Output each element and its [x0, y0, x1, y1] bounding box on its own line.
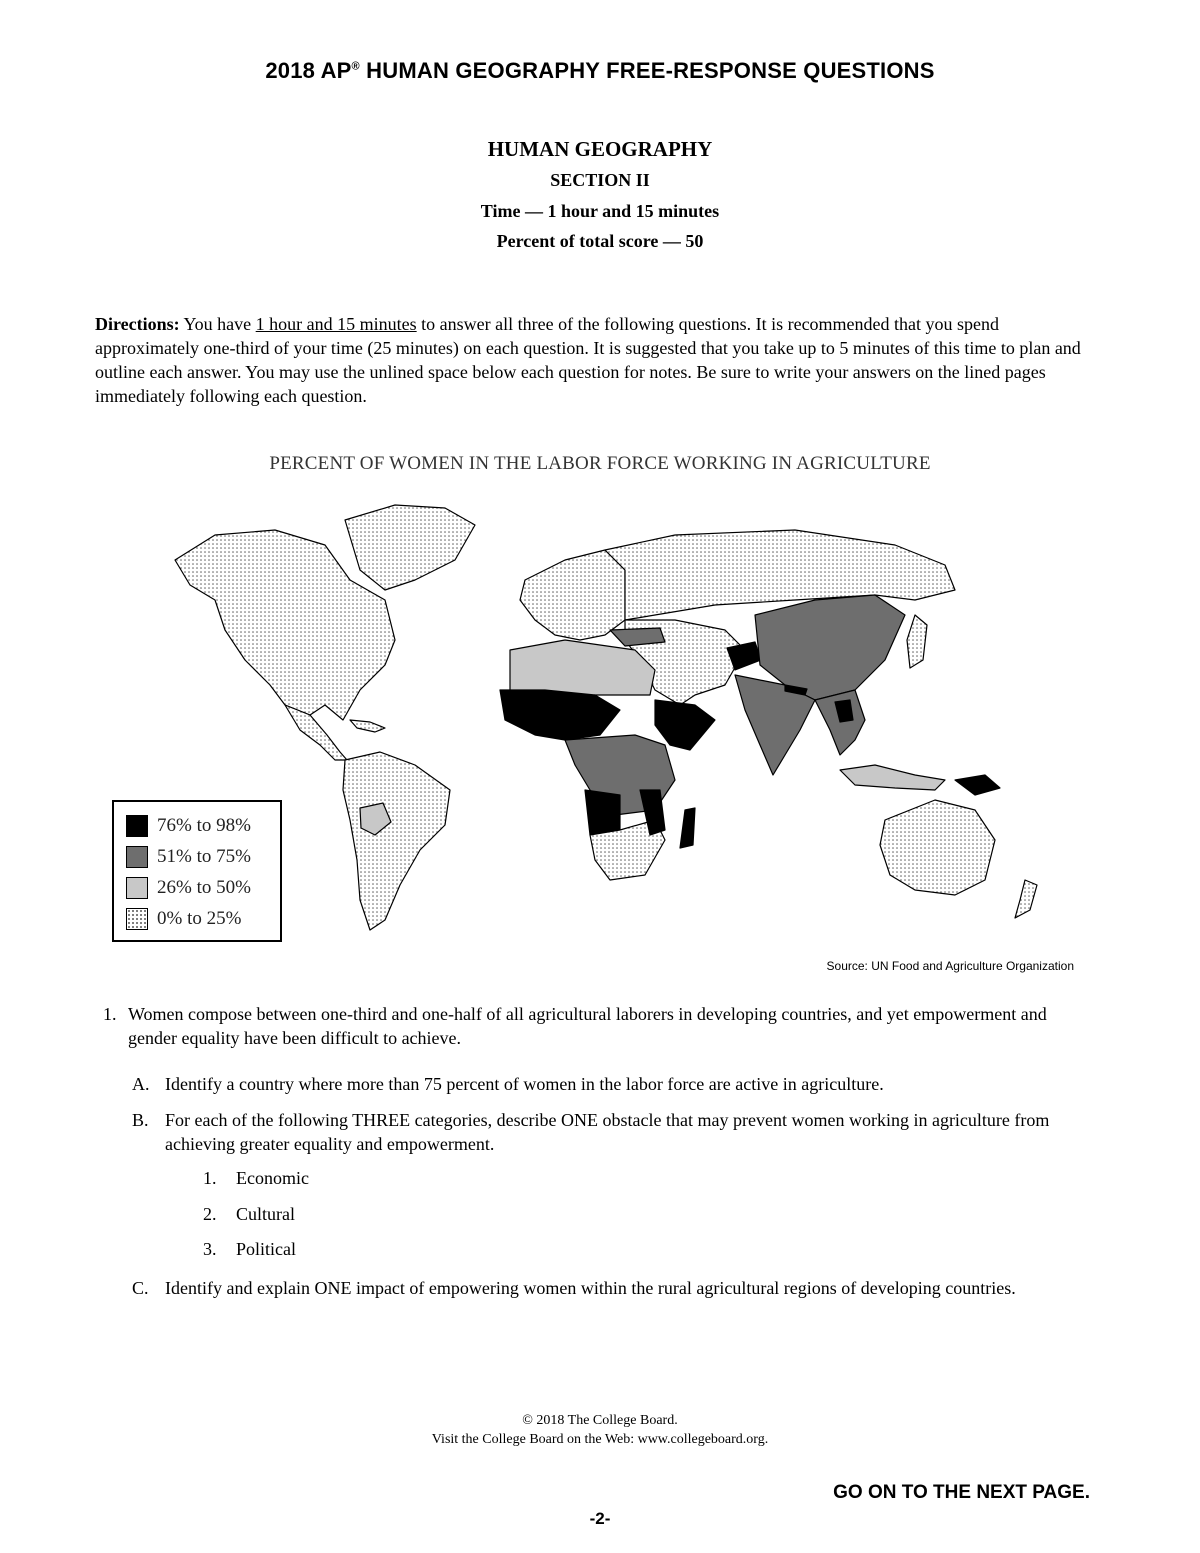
next-page-note: GO ON TO THE NEXT PAGE. — [833, 1482, 1090, 1503]
legend-label: 26% to 50% — [157, 877, 251, 898]
legend-label: 0% to 25% — [157, 908, 242, 929]
map-region-papua-new-guinea — [955, 775, 1000, 795]
part-label: A. — [132, 1074, 150, 1094]
map-source: Source: UN Food and Agriculture Organization — [826, 959, 1074, 973]
legend-swatch-51-75 — [126, 846, 148, 868]
legend-swatch-76-98 — [126, 815, 148, 837]
map-region-europe — [520, 550, 625, 640]
list-item: 1. Economic — [203, 1168, 309, 1188]
legend-swatch-0-25 — [126, 908, 148, 930]
part-text: Identify and explain ONE impact of empowering women within the rural agricultural regions of developing countries. — [165, 1278, 1016, 1298]
question-1 — [103, 1002, 1093, 1050]
footer-copyright: © 2018 The College Board. — [522, 1413, 678, 1428]
map-region-horn-of-africa — [655, 700, 715, 750]
list-item: 2. Cultural — [203, 1204, 295, 1224]
map-region-greenland — [345, 505, 475, 590]
question-part-b — [132, 1108, 1092, 1156]
legend-label: 51% to 75% — [157, 846, 251, 867]
section-percent: Percent of total score — 50 — [496, 231, 704, 251]
legend-item — [126, 876, 251, 900]
page-number: -2- — [589, 1509, 611, 1528]
legend-swatch-26-50 — [126, 877, 148, 899]
map-region-west-africa — [500, 690, 620, 740]
map-region-russia — [605, 530, 955, 620]
directions-label: Directions: — [95, 314, 180, 334]
question-part-a — [132, 1072, 884, 1096]
map-region-indonesia — [840, 765, 945, 790]
part-text: Identify a country where more than 75 percent of women in the labor force are active in agriculture. — [165, 1074, 884, 1094]
map-title: PERCENT OF WOMEN IN THE LABOR FORCE WORKING IN AGRICULTURE — [269, 453, 931, 474]
section-time: Time — 1 hour and 15 minutes — [480, 201, 720, 221]
map-legend — [112, 800, 282, 942]
directions-time: 1 hour and 15 minutes — [255, 314, 417, 334]
map-region-caribbean — [350, 720, 385, 732]
section-subject: HUMAN GEOGRAPHY — [487, 137, 713, 161]
map-region-australia — [880, 800, 995, 895]
map-region-japan — [907, 615, 927, 668]
part-text: For each of the following THREE categories, describe ONE obstacle that may prevent women working in agriculture from achieving greater equality and empowerment. — [165, 1110, 1050, 1154]
part-label: B. — [132, 1110, 149, 1130]
question-part-c — [132, 1276, 1097, 1300]
directions: Directions: You have 1 hour and 15 minutes to answer all three of the following questions. It is recommended that you spend approximately one-third of your time (25 minutes) on each question. It is suggested that you take up to 5 minutes of this time to plan and outline each answer. You may use the unlined space below each question for notes. Be sure to write your answers on the lined pages immediately following each question. — [95, 314, 1081, 406]
legend-item — [126, 845, 251, 869]
legend-label: 76% to 98% — [157, 815, 251, 836]
legend-item — [126, 907, 241, 931]
map-region-madagascar — [680, 808, 695, 848]
map-region-new-zealand — [1015, 880, 1037, 918]
map-region-angola — [585, 790, 620, 835]
question-number: 1. — [103, 1004, 117, 1024]
part-label: C. — [132, 1278, 149, 1298]
map-region-turkey — [610, 628, 665, 646]
question-stem: Women compose between one-third and one-half of all agricultural laborers in developing countries, and yet empowerment and gender equality have been difficult to achieve. — [128, 1004, 1047, 1048]
list-item: 3. Political — [203, 1239, 296, 1259]
map-region-south-america — [343, 752, 450, 930]
page-header: 2018 AP® HUMAN GEOGRAPHY FREE-RESPONSE QUESTIONS — [265, 58, 935, 83]
legend-item — [126, 814, 251, 838]
footer-visit: Visit the College Board on the Web: www.collegeboard.org. — [431, 1432, 769, 1447]
section-number: SECTION II — [550, 170, 650, 190]
